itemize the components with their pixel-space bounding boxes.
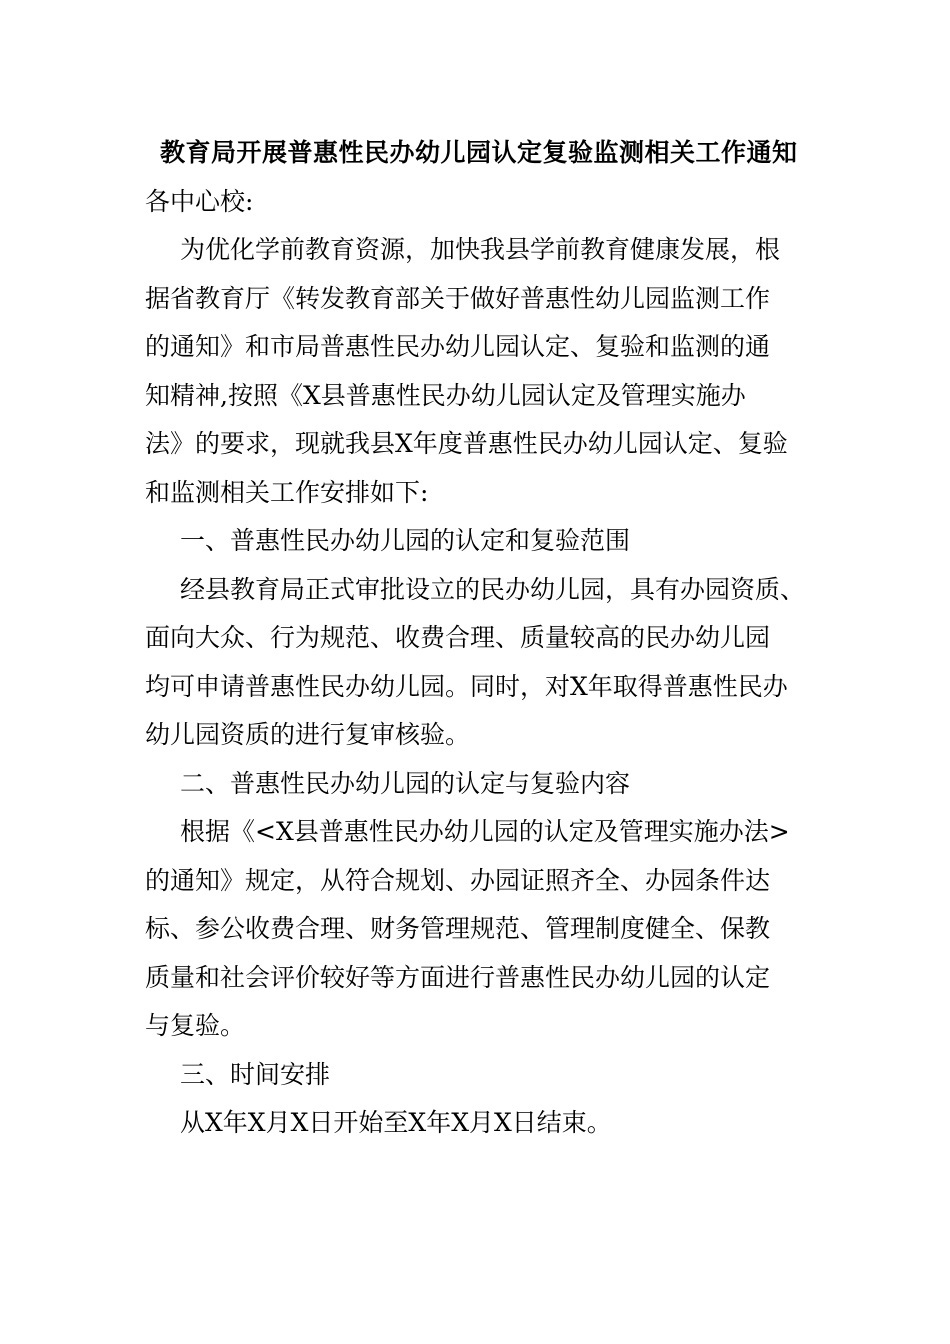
paragraph-line: 标、参公收费合理、财务管理规范、管理制度健全、保教	[145, 914, 771, 943]
paragraph-line: 根据《<X县普惠性民办幼儿园的认定及管理实施办法>	[180, 817, 790, 846]
paragraph-line: 据省教育厅《转发教育部关于做好普惠性幼儿园监测工作	[145, 283, 771, 313]
paragraph-line: 均可申请普惠性民办幼儿园。同时，对X年取得普惠性民办	[145, 671, 788, 701]
paragraph-schedule	[145, 1099, 810, 1148]
section-heading-schedule: 三、时间安排	[180, 1059, 331, 1089]
document-body	[145, 128, 810, 1148]
paragraph-intro	[145, 226, 810, 517]
paragraph-line: 为优化学前教育资源，加快我县学前教育健康发展，根	[180, 235, 781, 264]
paragraph-line: 经县教育局正式审批设立的民办幼儿园，具有办园资质、	[180, 574, 806, 604]
paragraph-line: 质量和社会评价较好等方面进行普惠性民办幼儿园的认定	[145, 962, 771, 992]
paragraph-line: 的通知》规定，从符合规划、办园证照齐全、办园条件达	[145, 865, 771, 895]
section-heading-scope: 一、普惠性民办幼儿园的认定和复验范围	[180, 526, 631, 555]
paragraph-line: 和监测相关工作安排如下:	[145, 477, 429, 507]
section-heading-content: 二、普惠性民办幼儿园的认定与复验内容	[180, 768, 631, 798]
paragraph-line: 与复验。	[145, 1011, 246, 1040]
paragraph-line: 从X年X月X日开始至X年X月X日结束。	[180, 1108, 612, 1137]
paragraph-line: 知精神,按照《X县普惠性民办幼儿园认定及管理实施办	[145, 380, 746, 410]
paragraph-scope	[145, 566, 810, 760]
salutation: 各中心校:	[145, 187, 254, 216]
document-title: 教育局开展普惠性民办幼儿园认定复验监测相关工作通知	[160, 138, 798, 167]
paragraph-line: 的通知》和市局普惠性民办幼儿园认定、复验和监测的通	[145, 332, 771, 361]
paragraph-line: 面向大众、行为规范、收费合理、质量较高的民办幼儿园	[145, 623, 771, 652]
paragraph-content	[145, 808, 810, 1051]
paragraph-line: 法》的要求，现就我县X年度普惠性民办幼儿园认定、复验	[145, 429, 788, 458]
paragraph-line: 幼儿园资质的进行复审核验。	[145, 720, 471, 749]
